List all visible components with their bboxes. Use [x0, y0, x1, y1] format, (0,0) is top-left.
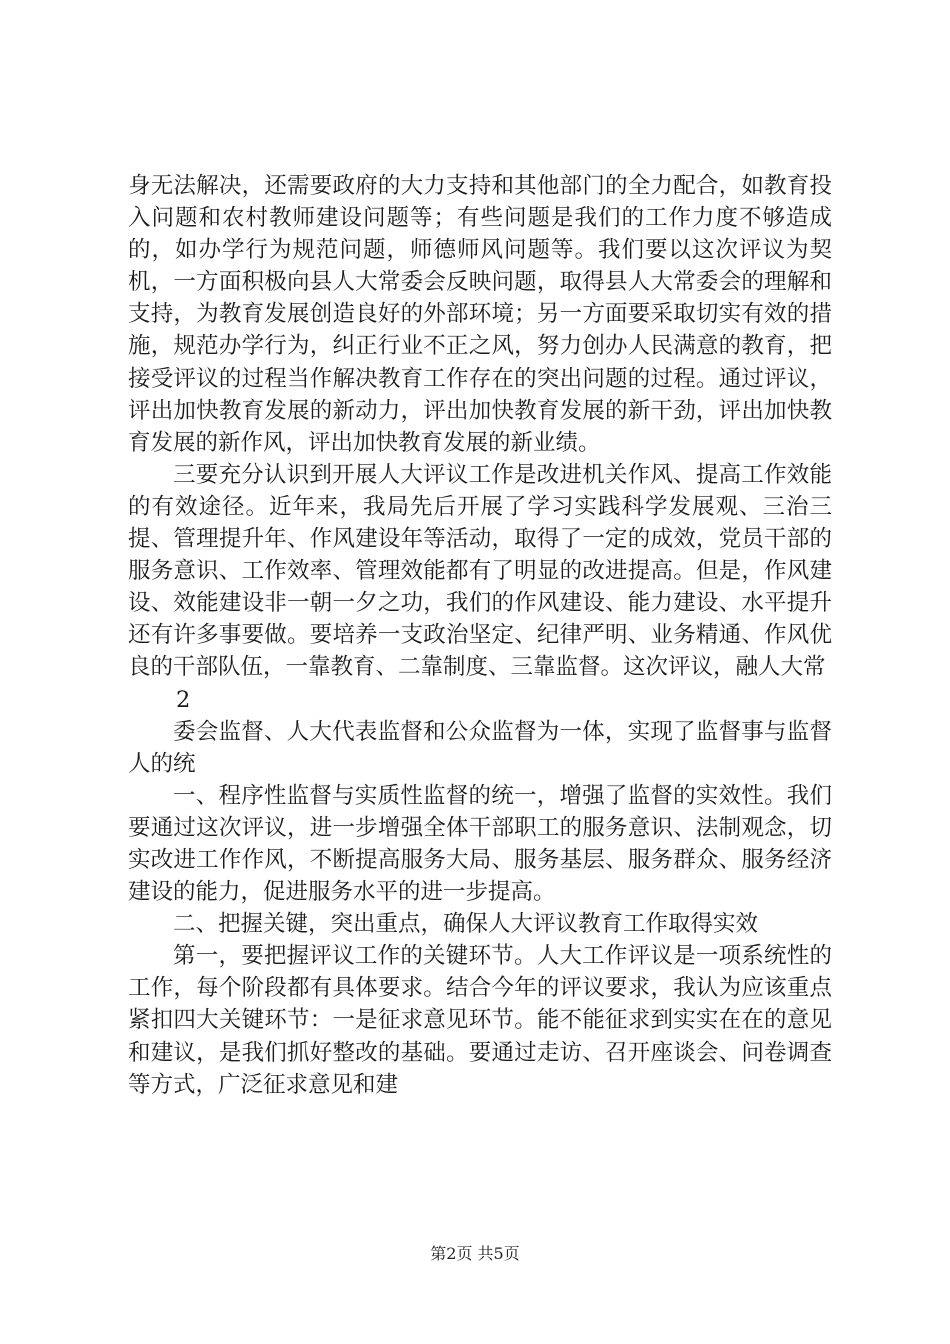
paragraph-5: 二、把握关键，突出重点，确保人大评议教育工作取得实效 [173, 911, 759, 938]
document-body [128, 170, 832, 1101]
inline-page-marker: 2 [176, 686, 191, 713]
paragraph-6: 第一，要把握评议工作的关键环节。人大工作评议是一项系统性的工作，每个阶段都有具体要求。结合今年的评议要求，我认为应该重点紧扣四大关键环节：一是征求意见环节。能不能征求到实实在在的意见和建议，是我们抓好整改的基础。要通过走访、召开座谈会、问卷调查等方式，广泛征求意见和建 [128, 943, 832, 1098]
paragraph-4: 一、程序性监督与实质性监督的统一，增强了监督的实效性。我们要通过这次评议，进一步增强全体干部职工的服务意识、法制观念，切实改进工作作风，不断提高服务大局、服务基层、服务群众、服务经济建设的能力，促进服务水平的进一步提高。 [128, 782, 832, 906]
paragraph-1: 身无法解决，还需要政府的大力支持和其他部门的全力配合，如教育投入问题和农村教师建设问题等；有些问题是我们的工作力度不够造成的，如办学行为规范问题，师德师风问题等。我们要以这次评议为契机，一方面积极向县人大常委会反映问题，取得县人大常委会的理解和支持，为教育发展创造良好的外部环境；另一方面要采取切实有效的措施，规范办学行为，纠正行业不正之风，努力创办人民满意的教育，把接受评议的过程当作解决教育工作存在的突出问题的过程。通过评议，评出加快教育发展的新动力，评出加快教育发展的新干劲，评出加快教育发展的新作风，评出加快教育发展的新业绩。 [128, 173, 832, 456]
paragraph-3: 委会监督、人大代表监督和公众监督为一体，实现了监督事与监督人的统 [128, 718, 832, 777]
page-footer: 第2页 共5页 [430, 1244, 520, 1263]
paragraph-2: 三要充分认识到开展人大评议工作是改进机关作风、提高工作效能的有效途径。近年来，我局先后开展了学习实践科学发展观、三治三提、管理提升年、作风建设年等活动，取得了一定的成效，党员干部的服务意识、工作效率、管理效能都有了明显的改进提高。但是，作风建设、效能建设非一朝一夕之功，我们的作风建设、能力建设、水平提升还有许多事要做。要培养一支政治坚定、纪律严明、业务精通、作风优良的干部队伍，一靠教育、二靠制度、三靠监督。这次评议，融人大常 [128, 461, 832, 681]
